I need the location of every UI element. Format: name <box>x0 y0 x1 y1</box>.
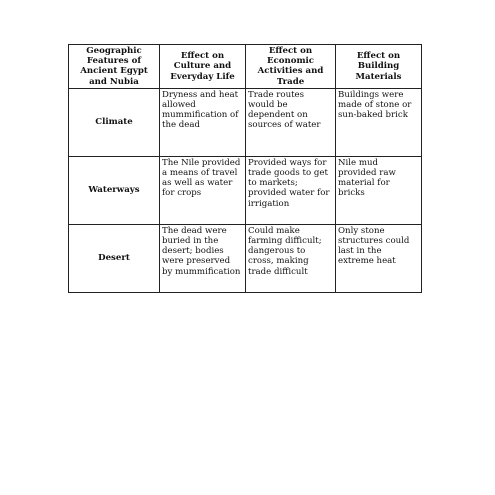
header-economic-effect: Effect on Economic Activities and Trade <box>246 45 336 89</box>
table-row-desert <box>69 224 422 292</box>
cell-culture: The dead were buried in the desert; bodies were preserved by mummification <box>160 224 246 292</box>
header-building-effect: Effect on Building Materials <box>336 45 422 89</box>
cell-building: Nile mud provided raw material for bricks <box>336 156 422 224</box>
geography-effects-table <box>68 44 422 293</box>
header-row <box>69 45 422 89</box>
table-row-waterways <box>69 156 422 224</box>
cell-building: Buildings were made of stone or sun-baked brick <box>336 88 422 156</box>
row-label-climate: Climate <box>69 88 160 156</box>
cell-building: Only stone structures could last in the extreme heat <box>336 224 422 292</box>
cell-economy: Provided ways for trade goods to get to markets; provided water for irrigation <box>246 156 336 224</box>
row-label-desert: Desert <box>69 224 160 292</box>
row-label-waterways: Waterways <box>69 156 160 224</box>
cell-culture: Dryness and heat allowed mummification of the dead <box>160 88 246 156</box>
table-row-climate <box>69 88 422 156</box>
cell-economy: Trade routes would be dependent on sources of water <box>246 88 336 156</box>
header-culture-effect: Effect on Culture and Everyday Life <box>160 45 246 89</box>
cell-culture: The Nile provided a means of travel as well as water for crops <box>160 156 246 224</box>
cell-economy: Could make farming difficult; dangerous to cross, making trade difficult <box>246 224 336 292</box>
header-geographic-features: Geographic Features of Ancient Egypt and Nubia <box>69 45 160 89</box>
